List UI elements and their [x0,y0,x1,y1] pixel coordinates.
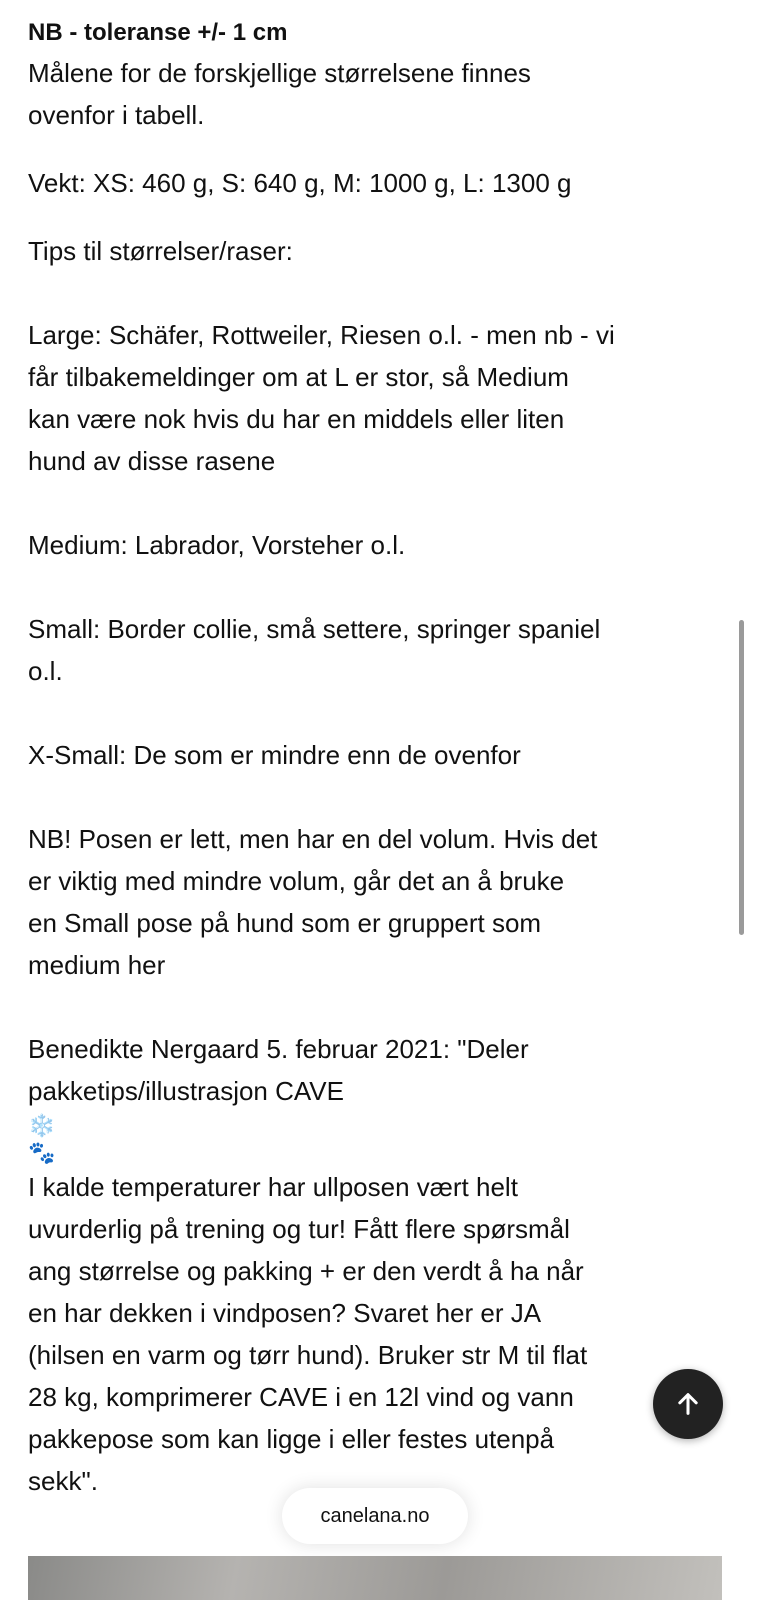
customer-quote-text: I kalde temperaturer har ullposen vært helt uvurderlig på trening og tur! Fått flere spørsmål ang størrelse og pakking + er den verdt å ha når en har dekken i vindposen? Svaret her er JA (hilsen en varm og tørr hund). Bruker str M til flat 28 kg, komprimerer CAVE i en 12l vind og vann pakkepose som kan ligge i eller festes utenpå sekk". [28,1172,588,1496]
scrollbar[interactable] [739,620,744,935]
paw-prints-icon: 🐾 [28,1140,56,1165]
product-image [28,1556,722,1600]
intro-text: Målene for de forskjellige størrelsene finnes ovenfor i tabell. [28,58,531,130]
weights-text: Vekt: XS: 460 g, S: 640 g, M: 1000 g, L: 1300 g [28,168,572,198]
size-tips-text: Tips til størrelser/raser: Large: Schäfer, Rottweiler, Riesen o.l. - men nb - vi får tilbakemeldinger om at L er stor, så Medium kan være nok hvis du har en middels eller liten hund av disse rasene Medium: Labrador, Vorsteher o.l. Small: Border collie, små settere, springer spaniel o.l. X-Small: De som er mindre enn de ovenfor NB! Posen er lett, men har en del volum. Hvis det er viktig med mindre volum, går det an å bruke en Small pose på hund som er gruppert som medium her Benedikte Nergaard 5. februar 2021: "Deler pakketips/illustrasjon CAVE [28,236,615,1106]
article-content [28,14,728,1502]
tolerance-heading: NB - toleranse +/- 1 cm [28,19,288,46]
scroll-to-top-button[interactable] [653,1369,723,1439]
domain-url-pill[interactable]: canelana.no [282,1488,468,1544]
arrow-up-icon [674,1390,702,1418]
snowflake-icon: ❄️ [28,1113,56,1138]
